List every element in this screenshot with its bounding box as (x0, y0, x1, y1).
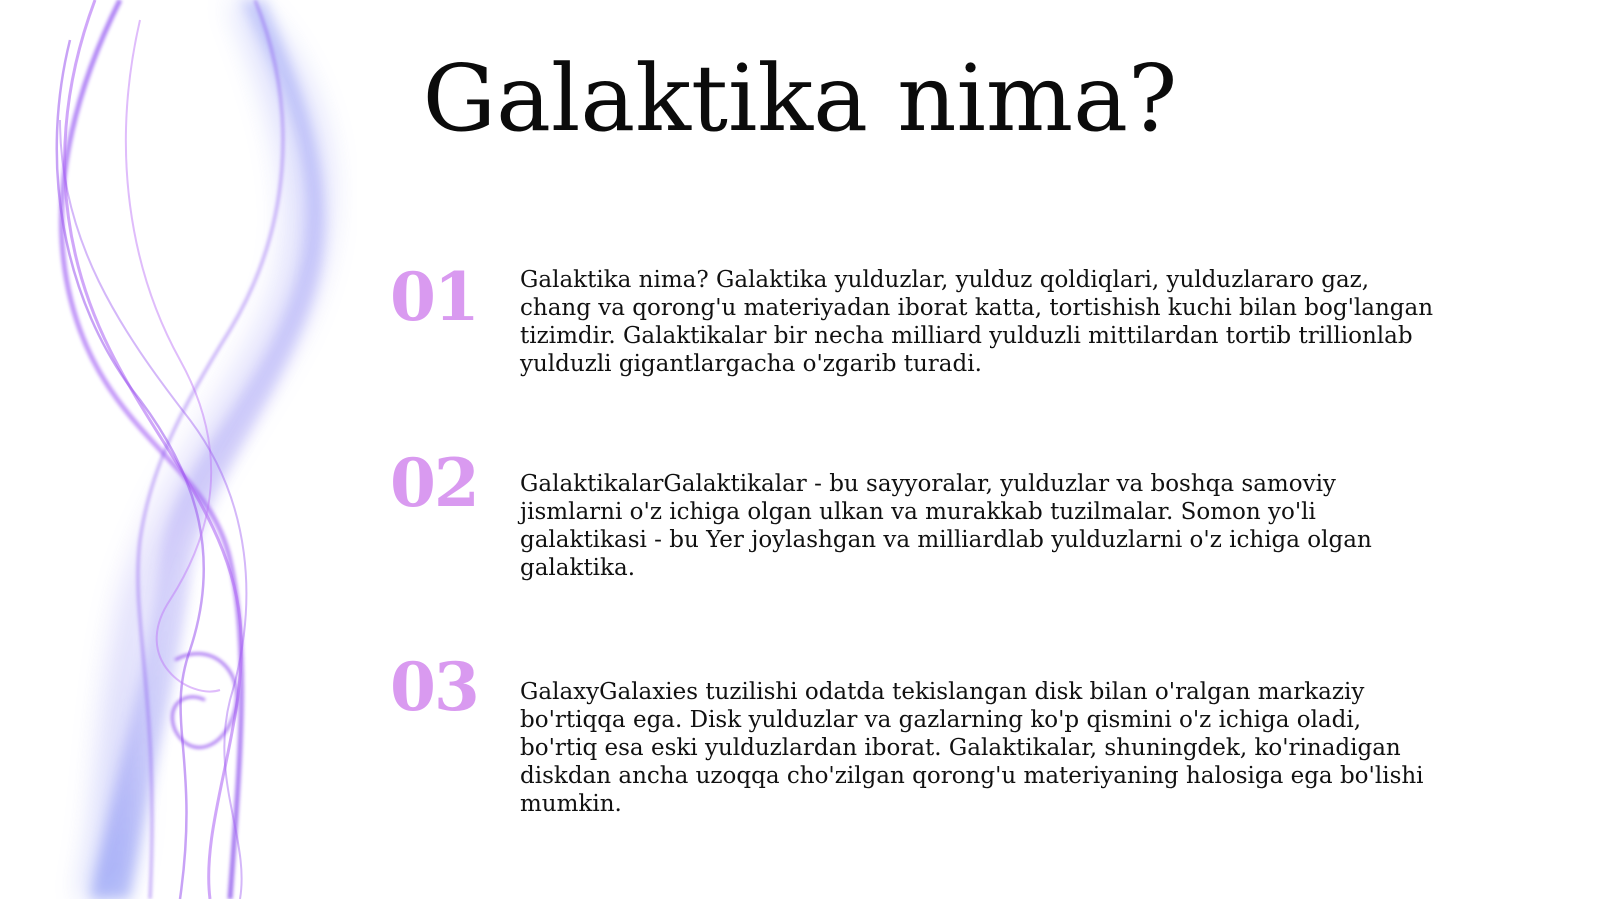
item-number: 03 (390, 648, 478, 726)
item-number: 01 (390, 258, 478, 336)
item-text: Galaktika nima? Galaktika yulduzlar, yulduz qoldiqlari, yulduzlararo gaz, chang va qorong'u materiyadan iborat katta, tortishish kuchi bilan bog'langan tizimdir. Galaktikalar bir necha milliard yulduzli mittilardan tortib trillionlab yulduzli gigantlargacha o'zgarib turadi. (520, 267, 1434, 377)
item-text: GalaxyGalaxies tuzilishi odatda tekislangan disk bilan o'ralgan markaziy bo'rtiqqa ega. Disk yulduzlar va gazlarning ko'p qismini o'z ichiga oladi, bo'rtiq esa eski yulduzlardan iborat. Galaktikalar, shuningdek, ko'rinadigan diskdan ancha uzoqqa cho'zilgan qorong'u materiyaning halosiga ega bo'lishi mumkin. (520, 679, 1424, 817)
item-text: GalaktikalarGalaktikalar - bu sayyoralar, yulduzlar va boshqa samoviy jismlarni o'z ichiga olgan ulkan va murakkab tuzilmalar. Somon yo'li galaktikasi - bu Yer joylashgan va milliardlab yulduzlarni o'z ichiga olgan galaktika. (520, 471, 1372, 581)
item-number: 02 (390, 444, 478, 522)
page-title: Galaktika nima? (422, 45, 1178, 152)
